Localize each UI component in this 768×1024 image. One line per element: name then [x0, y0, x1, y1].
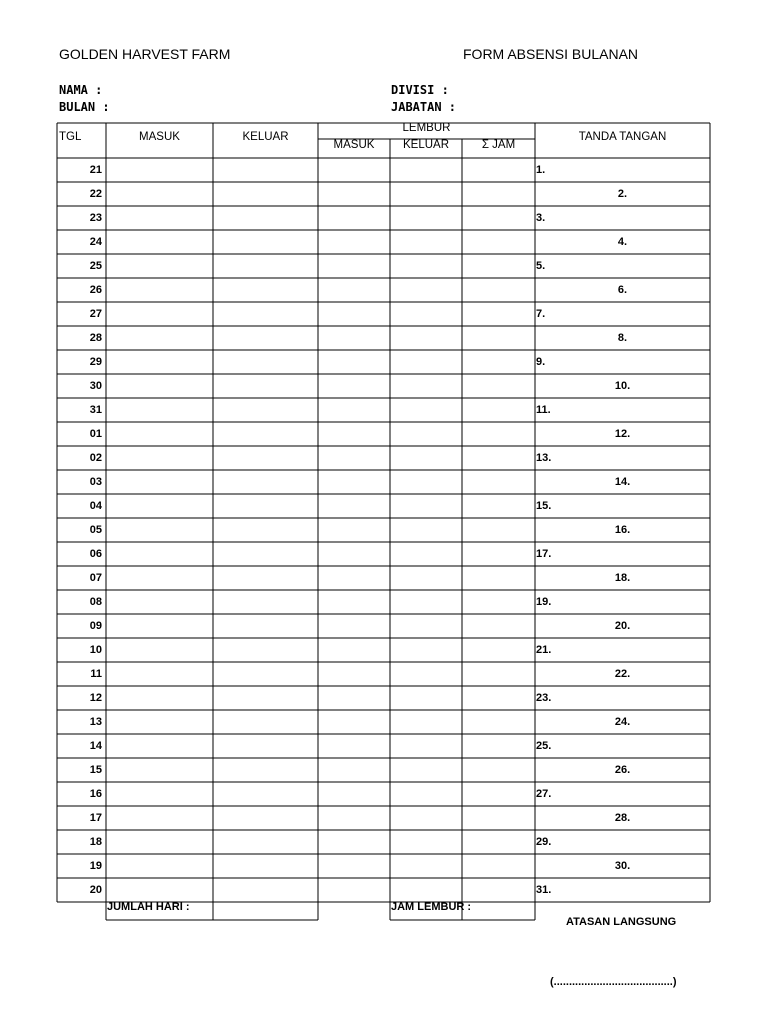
date-cell: 28 [89, 332, 102, 344]
date-cell: 16 [89, 788, 102, 800]
date-cell: 26 [89, 284, 102, 296]
signature-cell: 28. [614, 812, 631, 824]
signature-cell: 2. [617, 188, 628, 200]
signature-cell: 6. [617, 284, 628, 296]
date-cell: 06 [89, 548, 102, 560]
signature-cell: 8. [617, 332, 628, 344]
signature-cell: 9. [536, 356, 546, 368]
signature-cell: 18. [614, 572, 631, 584]
date-cell: 15 [89, 764, 102, 776]
col-lembur-header: LEMBUR [402, 122, 451, 134]
date-cell: 31 [89, 404, 102, 416]
signature-cell: 12. [614, 428, 631, 440]
col-tgl-header: TGL [59, 131, 82, 143]
date-cell: 05 [89, 524, 102, 536]
signature-cell: 3. [536, 212, 546, 224]
signature-cell: 22. [614, 668, 631, 680]
signature-cell: 13. [536, 452, 552, 464]
date-cell: 29 [89, 356, 102, 368]
date-cell: 07 [89, 572, 102, 584]
date-cell: 18 [89, 836, 102, 848]
date-cell: 12 [89, 692, 102, 704]
signature-cell: 1. [536, 164, 546, 176]
date-cell: 21 [89, 164, 102, 176]
atasan-signature-line: (.......................................) [550, 976, 677, 988]
divisi-label: DIVISI : [391, 83, 449, 97]
signature-cell: 30. [614, 860, 631, 872]
date-cell: 13 [89, 716, 102, 728]
signature-cell: 11. [536, 404, 551, 416]
signature-cell: 16. [614, 524, 631, 536]
signature-cell: 15. [536, 500, 552, 512]
date-cell: 22 [89, 188, 102, 200]
col-ttd-header: TANDA TANGAN [578, 131, 667, 143]
signature-cell: 24. [614, 716, 631, 728]
bulan-label: BULAN : [59, 100, 110, 114]
signature-cell: 26. [614, 764, 631, 776]
signature-cell: 27. [536, 788, 552, 800]
date-cell: 25 [89, 260, 102, 272]
date-cell: 14 [89, 740, 102, 752]
date-cell: 19 [89, 860, 102, 872]
col-masuk-header: MASUK [139, 131, 180, 143]
jumlah-hari-label: JUMLAH HARI : [107, 901, 190, 913]
date-cell: 04 [89, 500, 102, 512]
signature-cell: 5. [536, 260, 546, 272]
atasan-label: ATASAN LANGSUNG [566, 916, 677, 928]
signature-cell: 29. [536, 836, 552, 848]
date-cell: 20 [89, 884, 102, 896]
signature-cell: 23. [536, 692, 552, 704]
signature-cell: 31. [536, 884, 552, 896]
signature-cell: 20. [614, 620, 631, 632]
date-cell: 27 [89, 308, 102, 320]
signature-cell: 21. [536, 644, 552, 656]
signature-cell: 10. [614, 380, 631, 392]
form-title: FORM ABSENSI BULANAN [463, 46, 639, 62]
date-cell: 10 [89, 644, 102, 656]
date-cell: 03 [89, 476, 102, 488]
date-cell: 01 [89, 428, 102, 440]
signature-cell: 7. [536, 308, 546, 320]
date-cell: 17 [89, 812, 102, 824]
signature-cell: 25. [536, 740, 552, 752]
date-cell: 08 [89, 596, 102, 608]
signature-cell: 17. [536, 548, 552, 560]
date-cell: 23 [89, 212, 102, 224]
date-cell: 09 [89, 620, 102, 632]
date-cell: 24 [89, 236, 102, 248]
jabatan-label: JABATAN : [391, 100, 457, 114]
col-keluar-header: KELUAR [242, 131, 289, 143]
date-cell: 11 [90, 668, 102, 680]
signature-cell: 19. [536, 596, 552, 608]
jam-lembur-label: JAM LEMBUR : [391, 901, 472, 913]
col-lembur-masuk-header: MASUK [333, 139, 375, 151]
col-lembur-jam-header: Σ JAM [481, 139, 516, 151]
date-cell: 02 [89, 452, 102, 464]
signature-cell: 4. [617, 236, 628, 248]
col-lembur-keluar-header: KELUAR [402, 139, 450, 151]
date-cell: 30 [89, 380, 102, 392]
signature-cell: 14. [614, 476, 631, 488]
nama-label: NAMA : [59, 83, 103, 97]
company-name: GOLDEN HARVEST FARM [59, 46, 231, 62]
